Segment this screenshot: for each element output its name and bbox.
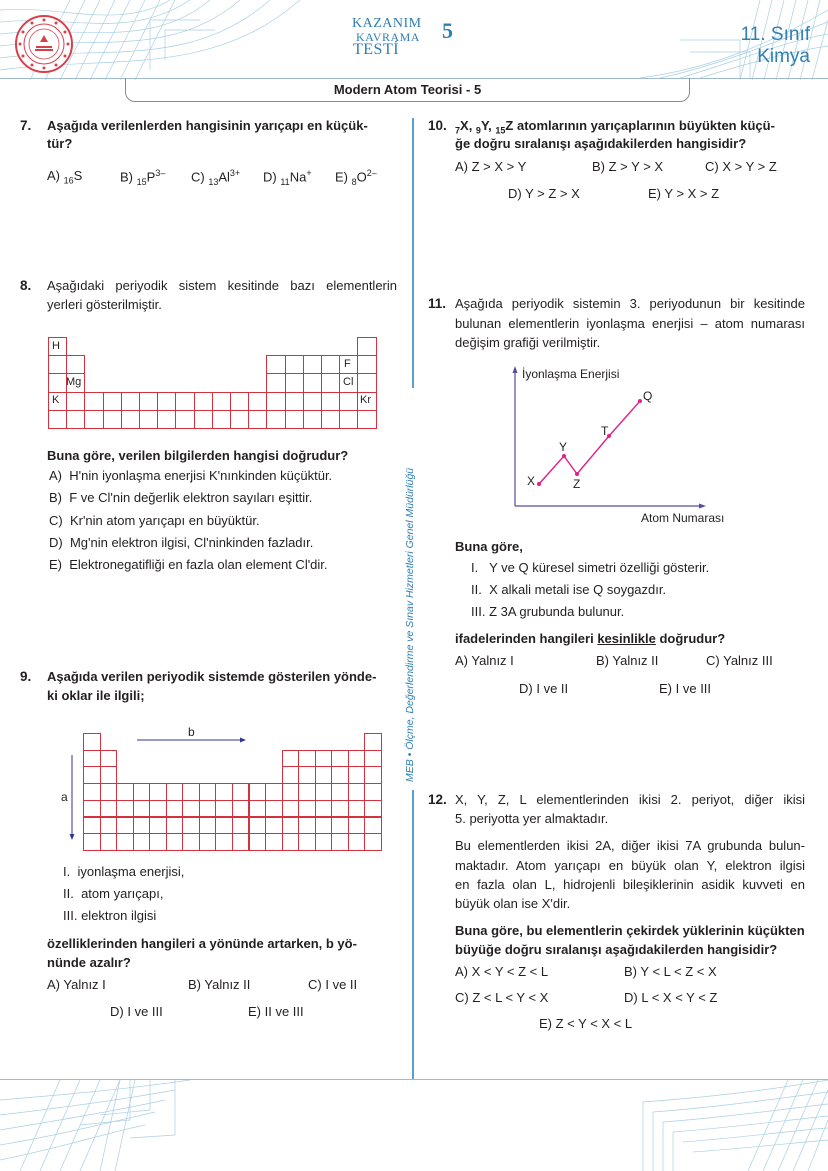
option-a[interactable]: A) Yalnız I bbox=[455, 653, 514, 668]
question-text-cont: ki oklar ile ilgili; bbox=[47, 688, 145, 703]
logo-line-testi: TESTİ bbox=[353, 41, 400, 58]
para-line-4: büyük olan ise X'dir. bbox=[455, 896, 571, 911]
side-publisher-text: MEB • Ölçme, Değerlendirme ve Sınav Hizmetleri Genel Müdürlüğü bbox=[404, 467, 416, 782]
footer-divider bbox=[0, 1079, 828, 1080]
point-x bbox=[537, 482, 541, 486]
footer-wave-pattern-right bbox=[638, 1080, 828, 1171]
question-prompt: ifadelerinden hangileri kesinlikle doğrudur? bbox=[455, 631, 726, 646]
option-a[interactable]: A) Yalnız I bbox=[47, 977, 106, 992]
option-c[interactable]: C) $_{13}Al^{3+}$ bbox=[191, 168, 241, 187]
option-d[interactable]: D) Mg'nin elektron ilgisi, Cl'ninkinden fazladır. bbox=[49, 535, 314, 550]
option-c[interactable]: C) Kr'nin atom yarıçapı en büyüktür. bbox=[49, 513, 260, 528]
option-b[interactable]: B) F ve Cl'nin değerlik elektron sayıları eşittir. bbox=[49, 490, 313, 505]
chart-line bbox=[539, 401, 640, 484]
question-line-3: değişim grafiği verilmiştir. bbox=[455, 335, 601, 350]
statement-2: II. X alkali metali ise Q soygazdır. bbox=[471, 582, 667, 597]
arrow-label-b: b bbox=[188, 725, 195, 739]
question-text: $_7$X, $_9$Y, $_{15}$Z atomlarının yarıçaplarının büyükten küçü- bbox=[455, 118, 775, 136]
option-b[interactable]: B) Yalnız II bbox=[188, 977, 251, 992]
logo-line-kavrama: KAVRAMA bbox=[356, 30, 420, 44]
option-c[interactable]: C) I ve II bbox=[308, 977, 358, 992]
element-k: K bbox=[52, 394, 60, 406]
question-line-2: 5. periyotta yer almaktadır. bbox=[455, 811, 609, 826]
footer-wave-pattern-left bbox=[0, 1080, 190, 1171]
question-prompt-cont: nünde azalır? bbox=[47, 955, 131, 970]
para-line-2: maktadır. Atom yarıçapı en büyük olan Y, elektron ilgisi bbox=[455, 858, 805, 873]
option-d[interactable]: D) L < X < Y < Z bbox=[624, 990, 718, 1005]
point-q bbox=[638, 399, 642, 403]
option-d[interactable]: D) $_{11}$Na+ bbox=[263, 168, 312, 187]
y-axis-arrow-icon bbox=[513, 366, 518, 373]
question-number: 11. bbox=[428, 296, 447, 311]
option-b[interactable]: B) Z > Y > X bbox=[592, 159, 664, 174]
question-text-cont: ğe doğru sıralanışı aşağıdakilerden hangisidir? bbox=[455, 136, 747, 151]
option-e[interactable]: E) $_8O^{2-}$ bbox=[335, 168, 377, 187]
option-b[interactable]: B) Y < L < Z < X bbox=[624, 964, 717, 979]
element-mg: Mg bbox=[66, 376, 82, 388]
question-number: 12. bbox=[428, 792, 447, 807]
ionization-energy-chart bbox=[500, 360, 740, 530]
question-number: 8. bbox=[20, 278, 32, 293]
para-line-3: en fazla olan L, hidrojenli bileşiklerinin asidik kuvveti en bbox=[455, 877, 805, 892]
grade-label: 11. Sınıf bbox=[740, 24, 810, 45]
option-d[interactable]: D) I ve III bbox=[110, 1004, 163, 1019]
question-line-1: X, Y, Z, L elementlerinden ikisi 2. periyot, diğer ikisi bbox=[455, 792, 805, 807]
option-b[interactable]: B) $_{15}P^{3-}$ bbox=[120, 168, 166, 187]
question-prompt: Buna göre, verilen bilgilerden hangisi doğrudur? bbox=[47, 448, 349, 463]
element-kr: Kr bbox=[360, 394, 371, 406]
question-prompt: özelliklerinden hangileri a yönünde artarken, b yö- bbox=[47, 936, 357, 951]
question-line-2: bulunan elementlerin iyonlaşma enerjisi – atom numarası bbox=[455, 316, 805, 331]
option-a[interactable]: A) X < Y < Z < L bbox=[455, 964, 549, 979]
x-axis-arrow-icon bbox=[699, 504, 706, 509]
option-c[interactable]: C) Z < L < Y < X bbox=[455, 990, 549, 1005]
arrow-label-a: a bbox=[61, 790, 68, 804]
question-prompt: Buna göre, bu elementlerin çekirdek yüklerinin küçükten bbox=[455, 923, 805, 938]
question-text-cont: tür? bbox=[47, 136, 73, 151]
question-text: Aşağıda verilen periyodik sistemde gösterilen yönde- bbox=[47, 669, 377, 684]
chart-ylabel: İyonlaşma Enerjisi bbox=[522, 367, 620, 381]
question-line-1: Aşağıda periyodik sistemin 3. periyodunun bir kesitinde bbox=[455, 296, 805, 311]
logo-line-kazanim: KAZANIM bbox=[352, 16, 422, 31]
para-line-1: Bu elementlerden ikisi 2A, diğer ikisi 7A grubunda bulun- bbox=[455, 838, 805, 853]
option-a[interactable]: A) $_{16}$S bbox=[47, 168, 83, 186]
statement-3: III. Z 3A grubunda bulunur. bbox=[471, 604, 625, 619]
statement-1: I. Y ve Q küresel simetri özelliği gösterir. bbox=[471, 560, 710, 575]
option-a[interactable]: A) Z > X > Y bbox=[455, 159, 527, 174]
chart-xlabel: Atom Numarası bbox=[641, 511, 725, 525]
subject-label: Kimya bbox=[757, 46, 810, 67]
option-e[interactable]: E) Z < Y < X < L bbox=[539, 1016, 633, 1031]
point-z bbox=[575, 472, 579, 476]
option-e[interactable]: E) Elektronegatifliği en fazla olan element Cl'dir. bbox=[49, 557, 328, 572]
point-label-q: Q bbox=[643, 389, 653, 403]
option-a[interactable]: A) H'nin iyonlaşma enerjisi K'nınkinden küçüktür. bbox=[49, 468, 333, 483]
option-d[interactable]: D) Y > Z > X bbox=[508, 186, 580, 201]
question-prompt-cont: büyüğe doğru sıralanışı aşağıdakilerden hangisidir? bbox=[455, 942, 778, 957]
column-divider-bottom bbox=[412, 790, 414, 1080]
statement-2: II. atom yarıçapı, bbox=[63, 886, 164, 901]
element-f: F bbox=[344, 358, 351, 370]
option-e[interactable]: E) I ve III bbox=[659, 681, 712, 696]
element-cl: Cl bbox=[343, 376, 354, 388]
statement-1: I. iyonlaşma enerjisi, bbox=[63, 864, 185, 879]
question-text: Aşağıda verilenlerden hangisinin yarıçapı en küçük- bbox=[47, 118, 368, 133]
question-prompt-head: Buna göre, bbox=[455, 539, 523, 554]
statement-3: III. elektron ilgisi bbox=[63, 908, 157, 923]
test-number: 5 bbox=[442, 18, 454, 43]
point-label-t: T bbox=[601, 424, 609, 438]
column-divider-top bbox=[412, 118, 414, 388]
option-c[interactable]: C) X > Y > Z bbox=[705, 159, 777, 174]
point-y bbox=[562, 454, 566, 458]
point-label-x: X bbox=[527, 474, 536, 488]
page-subtitle: Modern Atom Teorisi - 5 bbox=[333, 82, 482, 97]
option-e[interactable]: E) Y > X > Z bbox=[648, 186, 720, 201]
question-text: Aşağıdaki periyodik sistem kesitinde bazı elementlerin bbox=[47, 278, 397, 293]
point-label-z: Z bbox=[573, 477, 581, 491]
question-number: 10. bbox=[428, 118, 447, 133]
option-c[interactable]: C) Yalnız III bbox=[706, 653, 773, 668]
question-text-cont: yerleri gösterilmiştir. bbox=[47, 297, 162, 312]
point-label-y: Y bbox=[559, 440, 568, 454]
option-e[interactable]: E) II ve III bbox=[248, 1004, 304, 1019]
question-number: 7. bbox=[20, 118, 32, 133]
direction-arrows bbox=[0, 0, 400, 870]
option-d[interactable]: D) I ve II bbox=[519, 681, 569, 696]
question-number: 9. bbox=[20, 669, 32, 684]
option-b[interactable]: B) Yalnız II bbox=[596, 653, 659, 668]
element-h: H bbox=[52, 340, 60, 352]
